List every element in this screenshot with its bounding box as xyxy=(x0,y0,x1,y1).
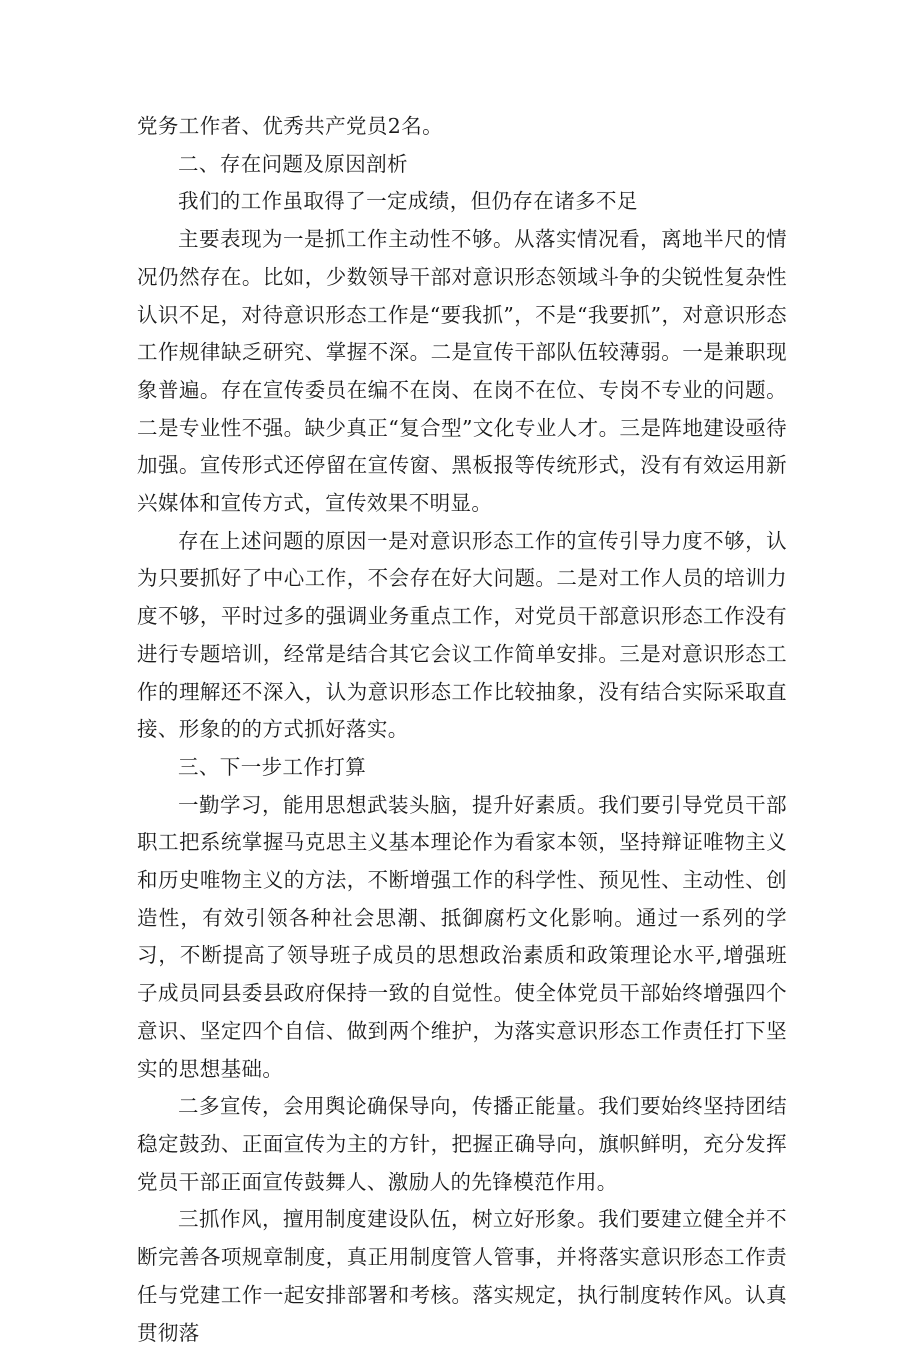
paragraph-study: 一勤学习，能用思想武装头脑，提升好素质。我们要引导党员干部职工把系统掌握马克思主义基本理论作为看家本领，坚持辩证唯物主义和历史唯物主义的方法，不断增强工作的科学性、预见性、主动性、创造性，有效引领各种社会思潮、抵御腐朽文化影响。通过一系列的学习，不断提高了领导班子成员的思想政治素质和政策理论水平,增强班子成员同县委县政府保持一致的自觉性。使全体党员干部始终增强四个意识、坚定四个自信、做到两个维护，为落实意识形态工作责任打下坚实的思想基础。 xyxy=(137,792,787,1081)
paragraph-shortcomings-intro: 我们的工作虽取得了一定成绩，但仍存在诸多不足 xyxy=(178,189,638,214)
section-heading-problems: 二、存在问题及原因剖析 xyxy=(178,151,408,176)
paragraph-publicity: 二多宣传，会用舆论确保导向，传播正能量。我们要始终坚持团结稳定鼓劲、正面宣传为主的方针，把握正确导向，旗帜鲜明，充分发挥党员干部正面宣传鼓舞人、激励人的先锋模范作用。 xyxy=(137,1094,787,1194)
paragraph-work-style: 三抓作风，擅用制度建设队伍，树立好形象。我们要建立健全并不断完善各项规章制度，真正用制度管人管事，并将落实意识形态工作责任与党建工作一起安排部署和考核。落实规定，执行制度转作风。认真贯彻落 xyxy=(137,1207,787,1345)
paragraph-continuation: 党务工作者、优秀共产党员2名。 xyxy=(137,114,444,138)
section-heading-next-steps: 三、下一步工作打算 xyxy=(178,754,367,779)
paragraph-causes: 存在上述问题的原因一是对意识形态工作的宣传引导力度不够，认为只要抓好了中心工作，不会存在好大问题。二是对工作人员的培训力度不够，平时过多的强调业务重点工作，对党员干部意识形态工作没有进行专题培训，经常是结合其它会议工作简单安排。三是对意识形态工作的理解还不深入，认为意识形态工作比较抽象，没有结合实际采取直接、形象的的方式抓好落实。 xyxy=(137,528,787,742)
paragraph-main-problems: 主要表现为一是抓工作主动性不够。从落实情况看，离地半尺的情况仍然存在。比如，少数领导干部对意识形态领域斗争的尖锐性复杂性认识不足，对待意识形态工作是“要我抓”，不是“我要抓”，对意识形态工作规律缺乏研究、掌握不深。二是宣传干部队伍较薄弱。一是兼职现象普遍。存在宣传委员在编不在岗、在岗不在位、专岗不专业的问题。二是专业性不强。缺少真正“复合型”文化专业人才。三是阵地建设亟待加强。宣传形式还停留在宣传窗、黑板报等传统形式，没有有效运用新兴媒体和宣传方式，宣传效果不明显。 xyxy=(137,227,787,516)
document-body xyxy=(137,108,787,1352)
